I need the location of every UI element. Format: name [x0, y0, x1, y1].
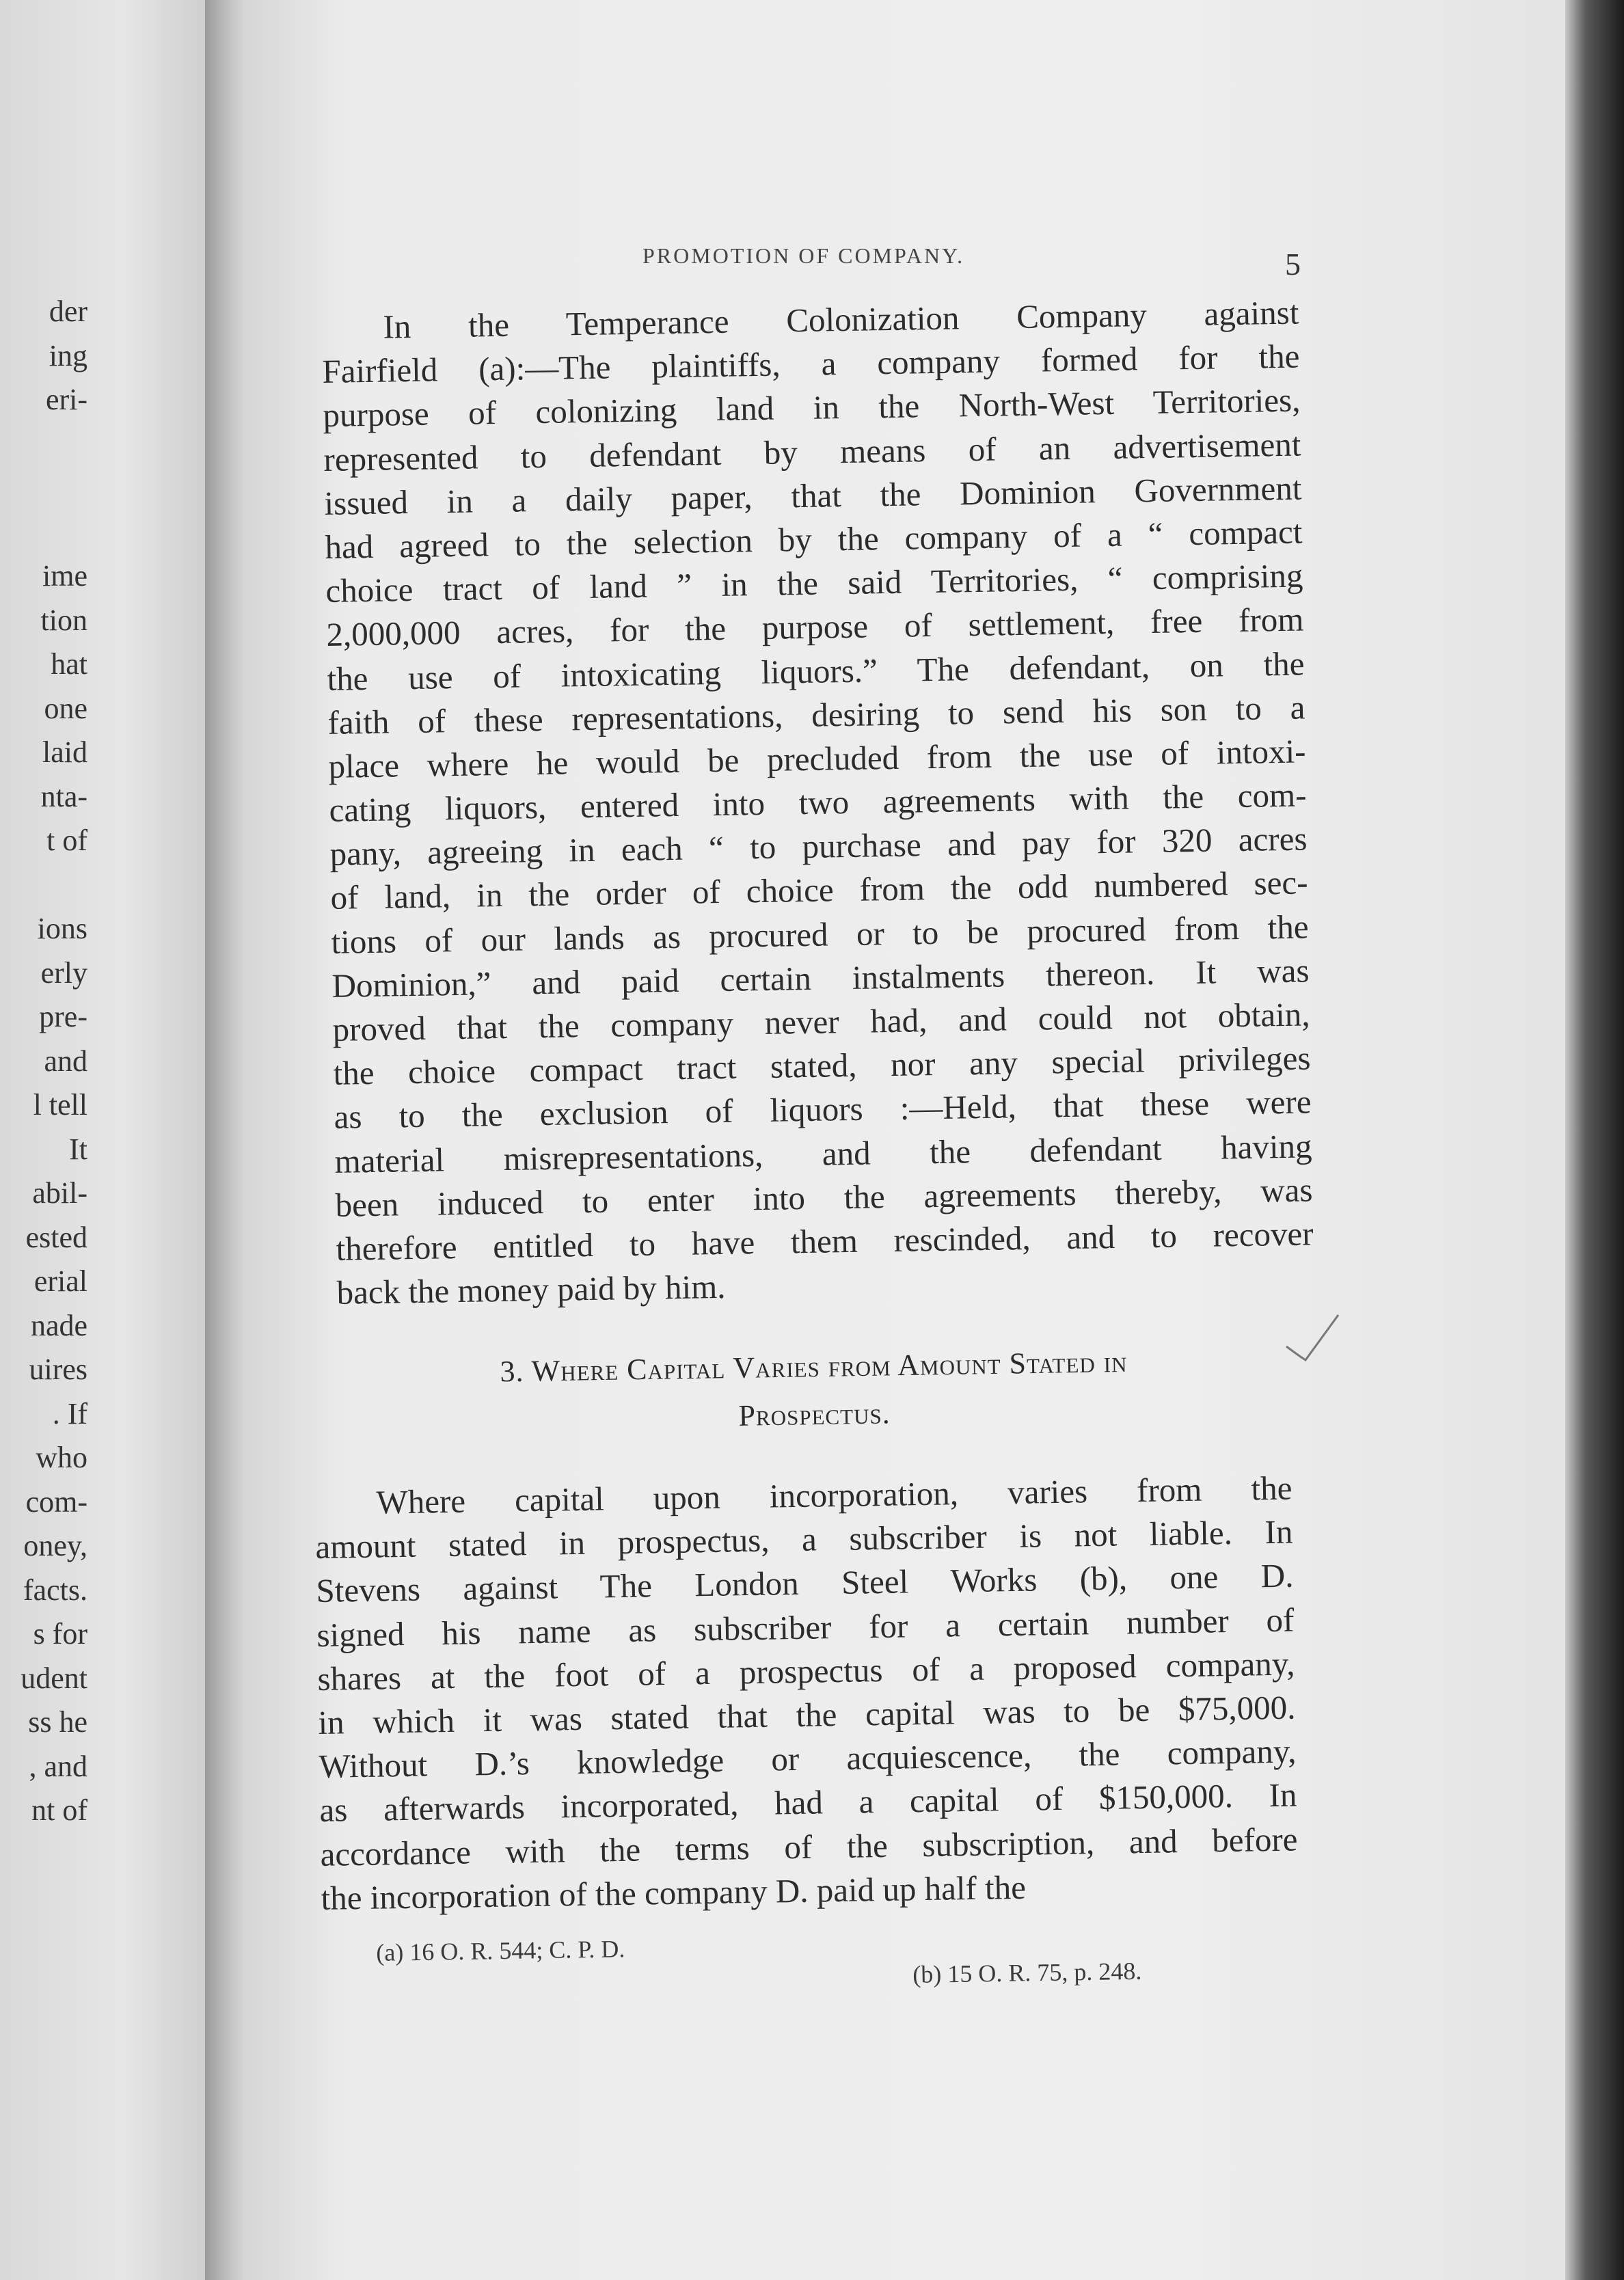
left-page-fragment: ime [42, 559, 87, 593]
section-heading-line2: Prospectus. [738, 1396, 891, 1433]
left-page-fragment: tion [40, 603, 87, 637]
text-line: signed his name as subscriber for a certain number of [316, 1601, 1295, 1654]
left-page [0, 0, 205, 2280]
text-line: accordance with the terms of the subscription, and before [320, 1819, 1298, 1873]
left-page-fragment: nt of [31, 1793, 87, 1827]
left-page-fragment: nta- [40, 779, 87, 813]
text-line: the incorporation of the company D. paid up half the [321, 1868, 1027, 1917]
left-page-fragment: udent [21, 1661, 87, 1695]
left-page-fragment: ing [49, 338, 87, 372]
text-line: back the money paid by him. [336, 1268, 726, 1312]
text-line: the use of intoxicating liquors.” The defendant, on the [327, 644, 1305, 698]
text-line: as afterwards incorporated, had a capital of $150,000. In [319, 1776, 1297, 1830]
text-line: cating liquors, entered into two agreements with the com- [329, 776, 1307, 829]
text-line: had agreed to the selection by the company of a “ compact [325, 513, 1303, 566]
text-line: choice tract of land ” in the said Territories, “ comprising [325, 556, 1303, 610]
text-line: purpose of colonizing land in the North-West Territories, [323, 381, 1301, 435]
left-page-fragment: abil- [32, 1176, 87, 1210]
text-line: material misrepresentations, and the defendant having [334, 1126, 1312, 1180]
left-page-fragment: com- [25, 1484, 87, 1519]
left-page-fragment: s for [33, 1617, 87, 1651]
left-page-fragment: erly [40, 955, 87, 990]
left-page-fragment: l tell [33, 1088, 87, 1122]
section-heading-line1: 3. Where Capital Varies from Amount Stated in [500, 1344, 1128, 1389]
text-line: Fairfield (a):—The plaintiffs, a company formed for the [322, 337, 1300, 391]
text-line: Stevens against The London Steel Works (b), one D. [316, 1556, 1294, 1610]
text-line: amount stated in prospectus, a subscriber is not liable. In [315, 1512, 1293, 1566]
paragraph-capital-varies [314, 1467, 1299, 1921]
text-line: In the Temperance Colonization Company against [383, 293, 1299, 346]
text-line: Dominion,” and paid certain instalments thereon. It was [331, 951, 1310, 1005]
text-line: therefore entitled to have them rescinded, and to recover [336, 1214, 1314, 1268]
footnote-b: (b) 15 O. R. 75, p. 248. [912, 1957, 1142, 1988]
left-page-fragment: , and [29, 1749, 87, 1783]
section-heading [383, 1336, 1245, 1446]
text-line: the choice compact tract stated, nor any special privileges [333, 1039, 1311, 1093]
text-line: of land, in the order of choice from the odd numbered sec- [330, 863, 1308, 917]
left-page-fragment: and [44, 1044, 87, 1078]
left-page-fragment: . If [52, 1396, 87, 1430]
text-line: 2,000,000 acres, for the purpose of settlement, free from [326, 600, 1304, 654]
page-number: 5 [1285, 247, 1301, 282]
left-page-fragment: nade [30, 1308, 87, 1342]
text-line: represented to defendant by means of an advertisement [323, 425, 1301, 478]
left-page-fragment: der [49, 295, 87, 328]
left-page-fragment: ss he [28, 1705, 87, 1739]
left-page-fragment: oney, [23, 1529, 87, 1562]
left-page-fragment: ions [37, 912, 87, 945]
text-line: in which it was stated that the capital was to be $75,000. [318, 1688, 1296, 1741]
left-page-fragment: who [36, 1441, 87, 1474]
text-line: issued in a daily paper, that the Dominion Government [324, 469, 1302, 522]
text-line: faith of these representations, desiring to send his son to a [327, 688, 1305, 742]
text-line: been induced to enter into the agreements thereby, was [335, 1171, 1313, 1224]
left-page-fragment: one [44, 691, 87, 725]
left-page-fragment: pre- [39, 1000, 87, 1033]
pencil-check-mark [1285, 1312, 1340, 1367]
text-line: proved that the company never had, and could not obtain, [332, 995, 1310, 1048]
page-edge-shadow [1565, 0, 1624, 2280]
left-page-fragment: erial [33, 1264, 87, 1298]
footnote-a: (a) 16 O. R. 544; C. P. D. [376, 1935, 625, 1966]
text-line: Without D.’s knowledge or acquiescence, the company, [319, 1732, 1297, 1786]
paragraph-temperance-case [321, 291, 1314, 1316]
text-line: tions of our lands as procured or to be procured from the [331, 908, 1309, 961]
left-page-fragment: uires [29, 1353, 87, 1386]
text-line: shares at the foot of a prospectus of a proposed company, [317, 1644, 1295, 1698]
left-page-fragment: eri- [45, 383, 87, 416]
left-page-fragment: laid [42, 735, 87, 769]
left-page-fragment: t of [46, 824, 87, 857]
running-head: PROMOTION OF COMPANY. [642, 243, 965, 268]
left-page-fragment: facts. [23, 1573, 87, 1607]
left-page-fragment: It [69, 1132, 87, 1166]
book-gutter [205, 0, 246, 2280]
text-line: Where capital upon incorporation, varies from the [376, 1469, 1293, 1521]
left-page-fragment: ested [25, 1220, 87, 1254]
text-line: pany, agreeing in each “ to purchase and pay for 320 acres [329, 819, 1308, 873]
left-page-fragment: hat [51, 647, 87, 681]
text-line: as to the exclusion of liquors :—Held, that these were [334, 1083, 1312, 1137]
text-line: place where he would be precluded from the use of intoxi- [328, 732, 1306, 785]
